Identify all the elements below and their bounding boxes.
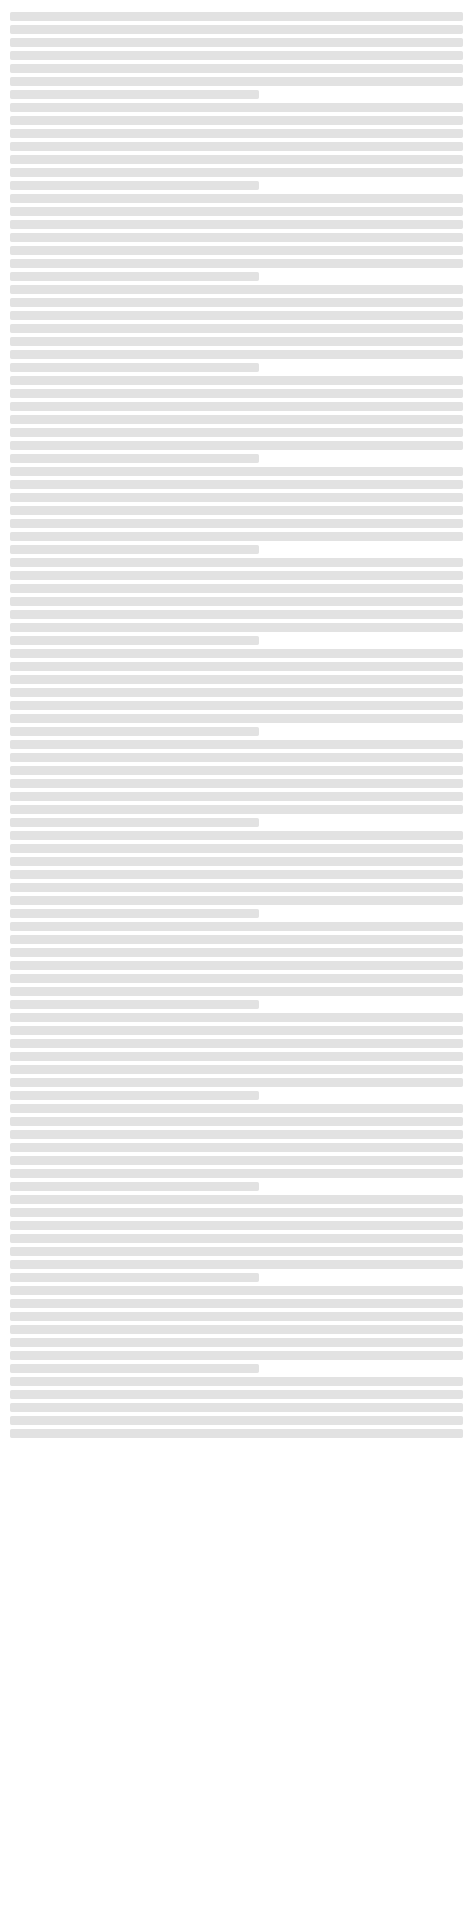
text-line-placeholder <box>10 1338 463 1347</box>
text-line-placeholder <box>10 1416 463 1425</box>
text-line-placeholder <box>10 883 463 892</box>
text-line-placeholder <box>10 623 463 632</box>
text-line-placeholder <box>10 1208 463 1217</box>
text-line-placeholder <box>10 428 463 437</box>
text-line-placeholder <box>10 116 463 125</box>
text-line-placeholder <box>10 1377 463 1386</box>
text-line-placeholder <box>10 1221 463 1230</box>
text-line-placeholder <box>10 1078 463 1087</box>
text-line-placeholder <box>10 1013 463 1022</box>
text-line-placeholder <box>10 974 463 983</box>
text-line-placeholder <box>10 1429 463 1438</box>
text-line-placeholder <box>10 1390 463 1399</box>
text-line-placeholder <box>10 831 463 840</box>
text-line-placeholder <box>10 454 259 463</box>
text-line-placeholder <box>10 857 463 866</box>
text-line-placeholder <box>10 948 463 957</box>
text-line-placeholder <box>10 1156 463 1165</box>
text-line-placeholder <box>10 766 463 775</box>
text-line-placeholder <box>10 909 259 918</box>
text-line-placeholder <box>10 545 259 554</box>
text-line-placeholder <box>10 168 463 177</box>
text-line-placeholder <box>10 311 463 320</box>
text-line-placeholder <box>10 194 463 203</box>
text-line-placeholder <box>10 571 463 580</box>
text-line-placeholder <box>10 1065 463 1074</box>
text-line-placeholder <box>10 896 463 905</box>
text-line-placeholder <box>10 324 463 333</box>
text-line-placeholder <box>10 922 463 931</box>
text-line-placeholder <box>10 1026 463 1035</box>
text-line-placeholder <box>10 1403 463 1412</box>
text-line-placeholder <box>10 779 463 788</box>
text-line-placeholder <box>10 1182 259 1191</box>
text-line-placeholder <box>10 1091 259 1100</box>
text-line-placeholder <box>10 740 463 749</box>
text-line-placeholder <box>10 701 463 710</box>
text-line-placeholder <box>10 233 463 242</box>
text-line-placeholder <box>10 441 463 450</box>
text-line-placeholder <box>10 558 463 567</box>
entry-list <box>10 12 463 1438</box>
text-line-placeholder <box>10 519 463 528</box>
text-line-placeholder <box>10 272 259 281</box>
text-line-placeholder <box>10 1195 463 1204</box>
text-line-placeholder <box>10 1364 259 1373</box>
text-line-placeholder <box>10 155 463 164</box>
text-line-placeholder <box>10 844 463 853</box>
text-line-placeholder <box>10 792 463 801</box>
text-line-placeholder <box>10 662 463 671</box>
text-line-placeholder <box>10 77 463 86</box>
text-line-placeholder <box>10 506 463 515</box>
text-line-placeholder <box>10 259 463 268</box>
text-line-placeholder <box>10 285 463 294</box>
text-line-placeholder <box>10 129 463 138</box>
text-line-placeholder <box>10 1260 463 1269</box>
text-line-placeholder <box>10 142 463 151</box>
text-line-placeholder <box>10 12 463 21</box>
text-line-placeholder <box>10 90 259 99</box>
text-line-placeholder <box>10 597 463 606</box>
text-line-placeholder <box>10 1052 463 1061</box>
text-line-placeholder <box>10 1169 463 1178</box>
text-line-placeholder <box>10 25 463 34</box>
text-line-placeholder <box>10 870 463 879</box>
text-line-placeholder <box>10 64 463 73</box>
text-line-placeholder <box>10 610 463 619</box>
text-line-placeholder <box>10 935 463 944</box>
text-line-placeholder <box>10 1273 259 1282</box>
text-line-placeholder <box>10 402 463 411</box>
text-line-placeholder <box>10 636 259 645</box>
text-line-placeholder <box>10 493 463 502</box>
text-line-placeholder <box>10 1104 463 1113</box>
text-line-placeholder <box>10 350 463 359</box>
text-line-placeholder <box>10 727 259 736</box>
text-line-placeholder <box>10 376 463 385</box>
text-line-placeholder <box>10 1000 259 1009</box>
text-line-placeholder <box>10 1299 463 1308</box>
text-line-placeholder <box>10 415 463 424</box>
text-line-placeholder <box>10 207 463 216</box>
text-line-placeholder <box>10 1143 463 1152</box>
text-line-placeholder <box>10 467 463 476</box>
text-line-placeholder <box>10 649 463 658</box>
text-line-placeholder <box>10 51 463 60</box>
text-line-placeholder <box>10 181 259 190</box>
text-line-placeholder <box>10 1312 463 1321</box>
text-line-placeholder <box>10 532 463 541</box>
text-line-placeholder <box>10 38 463 47</box>
text-line-placeholder <box>10 688 463 697</box>
text-line-placeholder <box>10 1117 463 1126</box>
text-line-placeholder <box>10 1247 463 1256</box>
text-line-placeholder <box>10 337 463 346</box>
text-line-placeholder <box>10 753 463 762</box>
text-line-placeholder <box>10 389 463 398</box>
text-line-placeholder <box>10 298 463 307</box>
text-line-placeholder <box>10 480 463 489</box>
text-line-placeholder <box>10 1130 463 1139</box>
text-line-placeholder <box>10 1286 463 1295</box>
text-line-placeholder <box>10 714 463 723</box>
text-line-placeholder <box>10 987 463 996</box>
text-line-placeholder <box>10 961 463 970</box>
text-line-placeholder <box>10 818 259 827</box>
text-line-placeholder <box>10 805 463 814</box>
text-line-placeholder <box>10 103 463 112</box>
text-line-placeholder <box>10 1351 463 1360</box>
text-line-placeholder <box>10 675 463 684</box>
text-line-placeholder <box>10 584 463 593</box>
text-line-placeholder <box>10 1234 463 1243</box>
text-line-placeholder <box>10 246 463 255</box>
text-line-placeholder <box>10 220 463 229</box>
text-line-placeholder <box>10 1039 463 1048</box>
text-line-placeholder <box>10 363 259 372</box>
text-line-placeholder <box>10 1325 463 1334</box>
